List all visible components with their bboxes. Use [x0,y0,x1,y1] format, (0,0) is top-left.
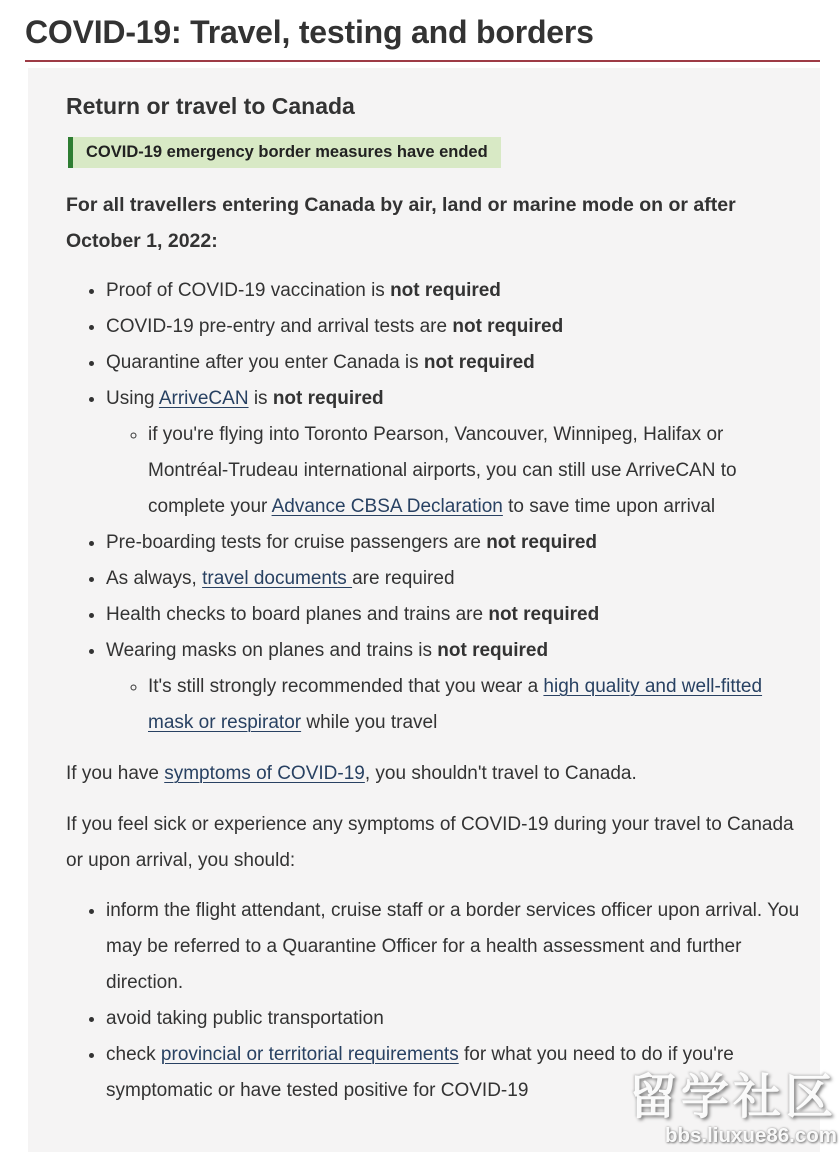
intro-paragraph: For all travellers entering Canada by air, land or marine mode on or after October 1, 2022: [66,194,736,252]
item-text: Pre-boarding tests for cruise passengers are [106,532,487,553]
content-card [28,68,820,1152]
list-item-tests [106,309,808,345]
mask-respirator-link[interactable]: high quality and well-fitted mask or respirator [148,676,763,733]
success-alert-label: COVID-19 emergency border measures have ended [86,143,488,161]
title-block [25,0,820,62]
list-item-masks [106,633,808,741]
travel-documents-link[interactable]: travel documents [202,568,353,589]
item-text: check [106,1044,161,1065]
item-text: Using [106,388,159,409]
symptoms-covid19-link[interactable]: symptoms of COVID-19 [164,763,365,784]
sick-paragraph: If you feel sick or experience any symptoms of COVID-19 during your travel to Canada or upon arrival, you should: [66,814,794,871]
masks-sublist [106,669,808,741]
list-item-inform: • inform the flight attendant, cruise staff or a border services officer upon arrival. You may be referred to a Quarantine Officer for a health assessment and further direction. [106,893,808,1001]
actions-list [66,893,808,1109]
item-text: is [248,388,273,409]
item-text: are required [352,568,455,589]
page-title: COVID-19: Travel, testing and borders [25,14,594,50]
item-bold: not required [437,640,549,661]
item-bold: not required [390,280,501,301]
success-alert [68,137,501,168]
item-text: if you're flying into Toronto Pearson, Vancouver, Winnipeg, Halifax or Montréal-Trudeau international airports, you can still use ArriveCAN to complete your [148,424,737,517]
list-item-health-checks [106,597,808,633]
list-item-vaccination [106,273,808,309]
list-item-quarantine [106,345,808,381]
list-item-transport: • avoid taking public transportation [106,1001,808,1037]
item-text: Health checks to board planes and trains are [106,604,489,625]
paragraph-text: If you have [66,763,165,784]
item-bold: not required [488,604,600,625]
list-item-mask-recommendation [148,669,808,741]
symptoms-paragraph [66,756,808,792]
item-text: while you travel [301,712,438,733]
item-bold: not required [486,532,598,553]
item-text: COVID-19 pre-entry and arrival tests are [106,316,453,337]
item-text: Proof of COVID-19 vaccination is [106,280,391,301]
list-item-check-requirements [106,1037,808,1109]
border-rules-list [66,273,808,741]
item-text: to save time upon arrival [502,496,716,517]
list-item-advance-declaration [148,417,746,525]
list-item-travel-documents [106,561,808,597]
item-text: Quarantine after you enter Canada is [106,352,424,373]
watermark-site-url: bbs.liuxue86.com [664,1124,837,1147]
item-text: for what you need to do if you're symptomatic or have tested positive for COVID-19 [106,1044,734,1101]
arrivecan-link[interactable]: ArriveCAN [158,388,249,409]
item-bold: not required [272,388,384,409]
item-text: Wearing masks on planes and trains is [106,640,438,661]
list-item-cruise-tests [106,525,808,561]
arrivecan-sublist [106,417,746,525]
section-heading: Return or travel to Canada [66,93,355,119]
item-bold: not required [423,352,535,373]
watermark-community-name: 留学社区 [628,1070,837,1124]
item-bold: not required [452,316,564,337]
list-item-arrivecan [106,381,808,525]
item-text: It's still strongly recommended that you wear a [148,676,544,697]
provincial-territorial-requirements-link[interactable]: provincial or territorial requirements [160,1044,459,1065]
paragraph-text: , you shouldn't travel to Canada. [364,763,637,784]
item-text: As always, [106,568,203,589]
advance-cbsa-declaration-link[interactable]: Advance CBSA Declaration [271,496,503,517]
